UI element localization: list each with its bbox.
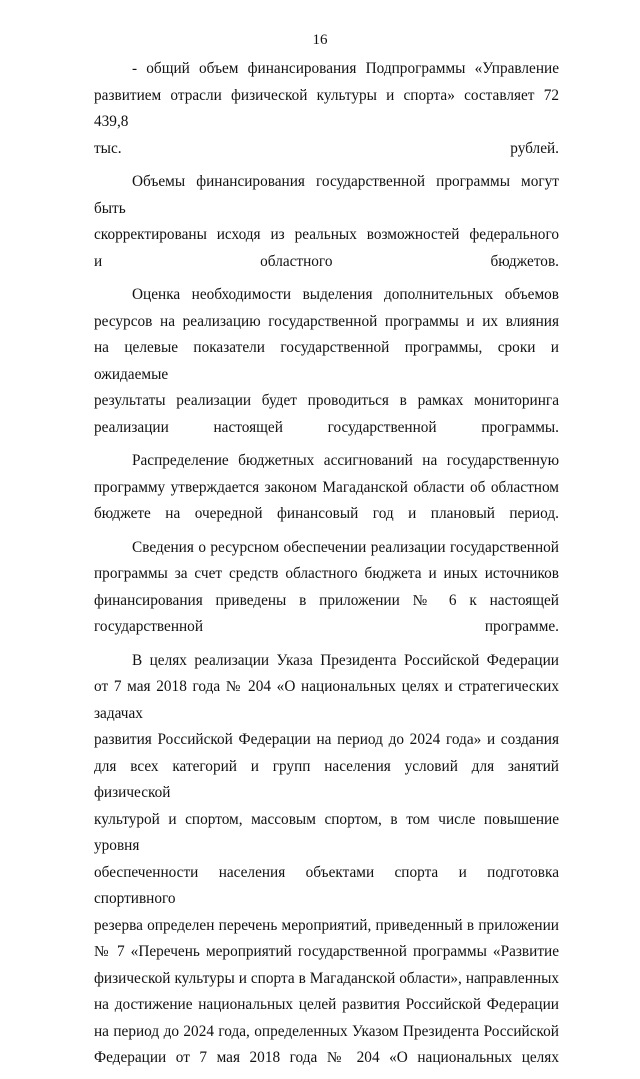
text-line: Объемы финансирования государственной программы могут быть: [94, 173, 559, 217]
text-line: на период до 2024 года, определенных Указом Президента Российской: [94, 1022, 559, 1040]
text-line: Оценка необходимости выделения дополнительных объемов: [132, 286, 559, 303]
text-line: от 7 мая 2018 года № 204 «О национальных целях и стратегических задачах: [94, 678, 559, 722]
paragraph-funding-adjustment: [94, 169, 559, 275]
paragraph-budget-allocation: [94, 448, 559, 528]
page-number: 16: [312, 32, 328, 48]
text-line: результаты реализации будет проводиться в рамках мониторинга: [94, 392, 559, 409]
text-line: программы за счет средств областного бюджета и иных источников: [94, 565, 559, 582]
text-line: скорректированы исходя из реальных возможностей федерального: [94, 226, 559, 243]
text-line: на целевые показатели государственной программы, сроки и ожидаемые: [94, 339, 559, 383]
paragraph-resource-assessment: [94, 282, 559, 441]
text-line: Федерации от 7 мая 2018 года № 204 «О национальных целях: [94, 1049, 559, 1066]
text-line: и областного бюджетов.: [94, 252, 559, 270]
text-line: физической культуры и спорта в Магаданской области», направленных: [94, 969, 559, 987]
document-body: [94, 56, 559, 1079]
text-line: Распределение бюджетных ассигнований на государственную: [132, 452, 559, 469]
paragraph-presidential-decree: [94, 648, 559, 1072]
text-line: государственной программе.: [94, 618, 559, 635]
text-line: № 7 «Перечень мероприятий государственной программы «Развитие: [94, 943, 559, 960]
text-line: для всех категорий и групп населения условий для занятий физической: [94, 757, 559, 801]
text-line: финансирования приведены в приложении № 6 к настоящей: [94, 591, 559, 609]
text-line: программу утверждается законом Магаданской области об областном: [94, 478, 559, 496]
text-line: культурой и спортом, массовым спортом, в том числе повышение уровня: [94, 810, 559, 854]
text-line: резерва определен перечень мероприятий, приведенный в приложении: [94, 916, 559, 934]
text-line: тыс. рублей.: [94, 139, 559, 157]
text-line: развитием отрасли физической культуры и спорта» составляет 72 439,8: [94, 86, 559, 130]
text-line: ресурсов на реализацию государственной программы и их влияния: [94, 312, 559, 330]
text-line: Сведения о ресурсном обеспечении реализации государственной: [132, 538, 559, 556]
paragraph-subprogram-funding: [94, 56, 559, 162]
text-line: бюджете на очередной финансовый год и плановый период.: [94, 505, 559, 522]
text-line: - общий объем финансирования Подпрограммы «Управление: [132, 60, 559, 77]
text-line: развития Российской Федерации на период до 2024 года» и создания: [94, 731, 559, 748]
text-line: В целях реализации Указа Президента Российской Федерации: [132, 651, 559, 669]
text-line: обеспеченности населения объектами спорта и подготовка спортивного: [94, 863, 559, 907]
text-line: на достижение национальных целей развития Российской Федерации: [94, 996, 559, 1013]
paragraph-resource-info: [94, 535, 559, 641]
text-line: реализации настоящей государственной программы.: [94, 418, 559, 436]
